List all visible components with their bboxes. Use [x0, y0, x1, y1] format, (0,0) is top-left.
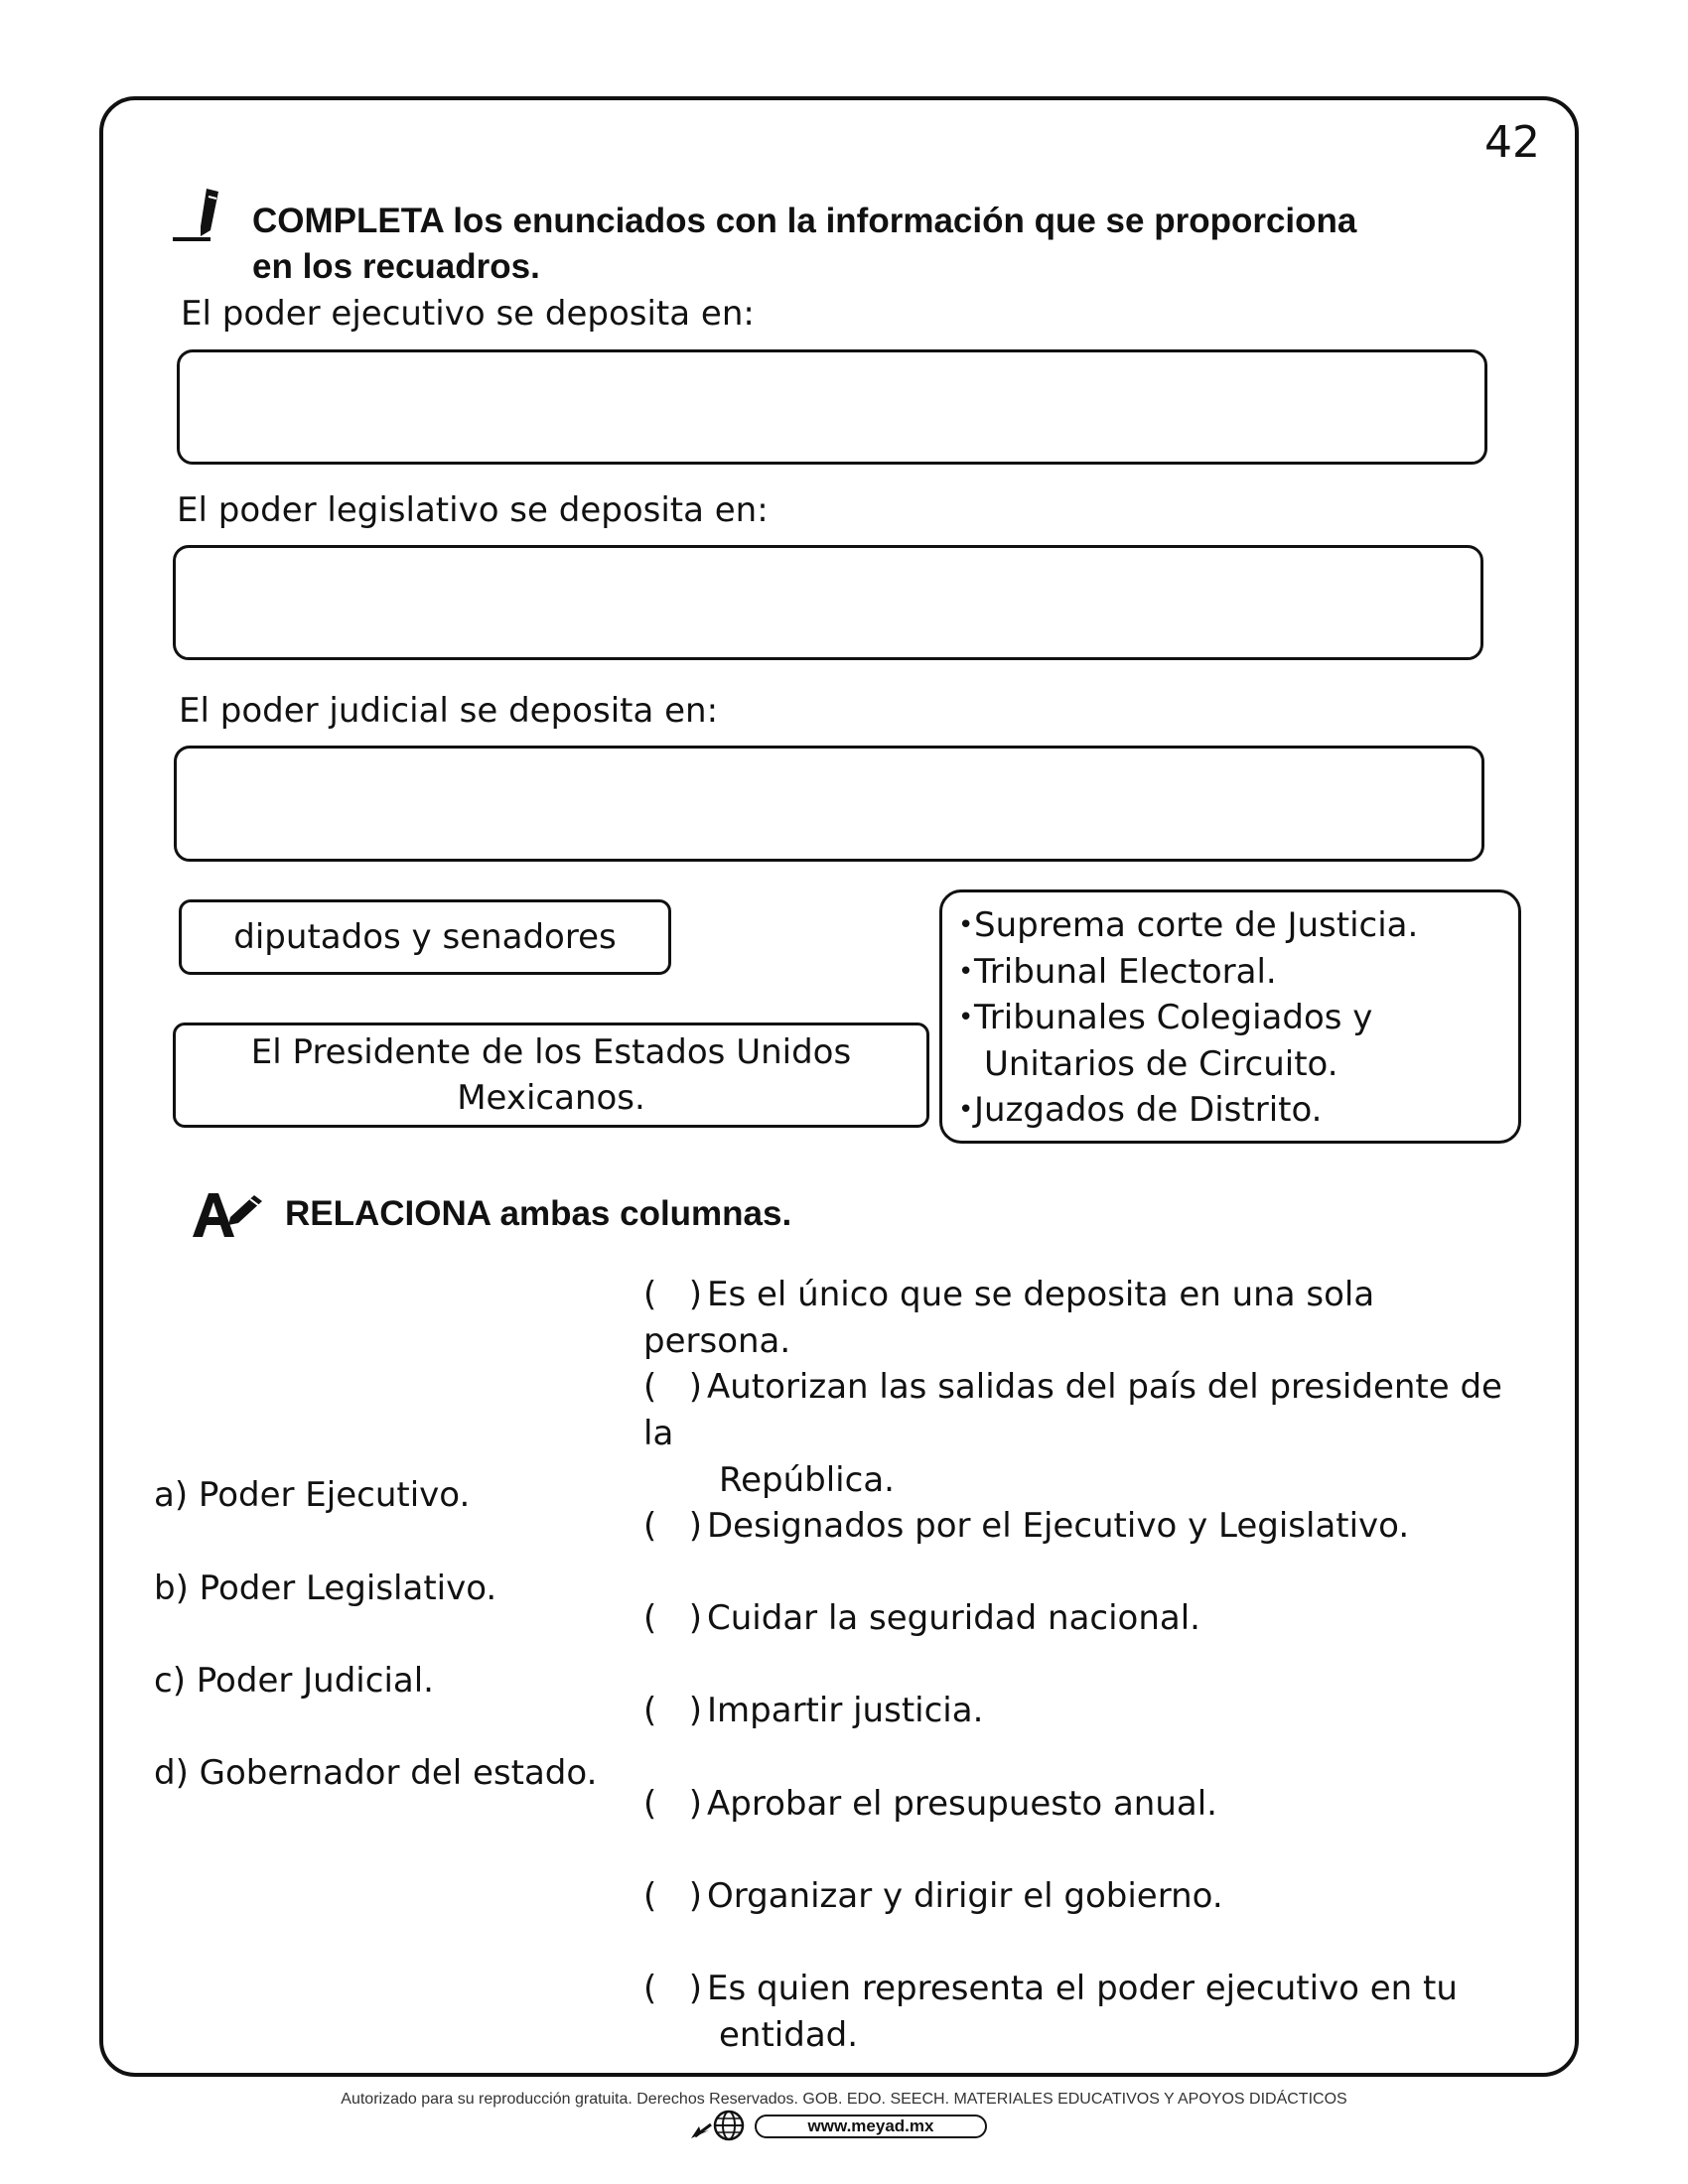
question-judicial: El poder judicial se deposita en:: [179, 691, 719, 731]
left-item-a: a) Poder Ejecutivo.: [154, 1475, 471, 1515]
left-item-c: c) Poder Judicial.: [154, 1661, 434, 1701]
right-item-8: ( ) Es quien representa el poder ejecutivo en tu entidad.: [643, 1966, 1517, 2059]
option-judicial-list: [939, 889, 1521, 1144]
option-executive-line2: Mexicanos.: [457, 1078, 645, 1118]
right-item-3: ( ) Designados por el Ejecutivo y Legislativo.: [643, 1503, 1517, 1550]
pencil-write-icon: [171, 185, 228, 244]
footer-url[interactable]: www.meyad.mx: [755, 2115, 987, 2138]
answer-paren[interactable]: ( ): [643, 1876, 702, 1916]
list-item: • Suprema corte de Justicia.: [958, 902, 1502, 949]
letter-a-pencil-icon: [191, 1187, 266, 1239]
answer-box-legislative[interactable]: [173, 545, 1483, 660]
instruction-line1: COMPLETA los enunciados con la información que se proporciona: [252, 202, 1357, 240]
page-number: 42: [1484, 117, 1540, 168]
answer-box-judicial[interactable]: [174, 746, 1484, 862]
answer-paren[interactable]: ( ): [643, 1367, 702, 1407]
globe-cursor-icon: [689, 2109, 751, 2142]
answer-paren[interactable]: ( ): [643, 1598, 702, 1638]
list-item: Unitarios de Circuito.: [984, 1043, 1338, 1084]
relaciona-instruction: RELACIONA ambas columnas.: [285, 1194, 792, 1233]
right-item-2: ( ) Autorizan las salidas del país del presidente de la República.: [643, 1364, 1517, 1504]
answer-paren[interactable]: ( ): [643, 1969, 702, 2008]
list-item: • Juzgados de Distrito.: [958, 1087, 1502, 1134]
right-item-5: ( ) Impartir justicia.: [643, 1688, 1517, 1734]
option-legislative: diputados y senadores: [179, 899, 671, 975]
footer-notice: Autorizado para su reproducción gratuita. Derechos Reservados. GOB. EDO. SEECH. MATERIALES EDUCATIVOS Y APOYOS DIDÁCTICOS: [341, 2091, 1347, 2108]
question-executive: El poder ejecutivo se deposita en:: [181, 294, 755, 334]
answer-paren[interactable]: ( ): [643, 1784, 702, 1824]
left-item-b: b) Poder Legislativo.: [154, 1569, 497, 1608]
answer-paren[interactable]: ( ): [643, 1506, 702, 1546]
question-legislative: El poder legislativo se deposita en:: [177, 490, 769, 530]
completa-instruction: [252, 199, 1543, 290]
answer-box-executive[interactable]: [177, 349, 1487, 465]
option-executive: [173, 1023, 929, 1128]
right-item-1: ( ) Es el único que se deposita en una sola persona.: [643, 1272, 1517, 1365]
list-item: • Tribunal Electoral.: [958, 949, 1502, 996]
right-item-6: ( ) Aprobar el presupuesto anual.: [643, 1781, 1517, 1828]
instruction-line2: en los recuadros.: [252, 247, 540, 286]
answer-paren[interactable]: ( ): [643, 1275, 702, 1314]
left-item-d: d) Gobernador del estado.: [154, 1753, 598, 1793]
list-item: • Tribunales Colegiados y: [958, 995, 1502, 1041]
option-executive-line1: El Presidente de los Estados Unidos: [250, 1032, 852, 1072]
right-item-4: ( ) Cuidar la seguridad nacional.: [643, 1595, 1517, 1642]
answer-paren[interactable]: ( ): [643, 1691, 702, 1730]
right-item-7: ( ) Organizar y dirigir el gobierno.: [643, 1873, 1517, 1920]
